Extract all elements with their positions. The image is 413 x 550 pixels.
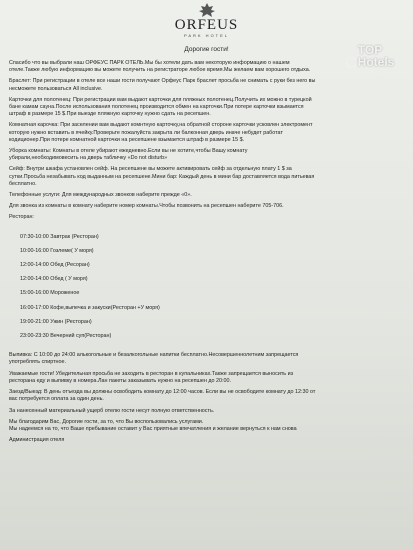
checkout-paragraph: Заезд/Выезд: В день отъезда вы должны освободить комнату до 12:00 часов. Если вы не освободите комнату до 12:30 от вас потребуется оплата за один день. [9,389,316,403]
signature: Администрация отеля [9,437,65,444]
drinks-paragraph: Выпивка: С 10:00 до 24:00 алькогольные и безалкогольные напитки бесплатно.Несовершеннолетним запрещается употреблять спиртное. [9,352,299,366]
restaurant-schedule [9,234,404,341]
safe-paragraph: Сейф: Внутри шкафа установлен сейф. На ресепшене вы можете активировать сейф за отдельную плату 1 $ за сутки.Просьба незабывать код выданным на ресепшене.Мини бар: Каждый день в мини бар доставляется вода питьевая бесплатно. [9,166,315,187]
schedule-item: 12:00-14:00 Обед (Ресоран) [20,262,90,269]
intro-paragraph: Спасибо что вы выбрали наш ОРФЕУС ПАРК ОТЕЛЬ.Мы бы хотели дать вам некоторую информацию о нашем отеле.Также любую информацию вы можете получить на регистраторе любое время.Мы желаем вам хорошего отдыха. [9,60,311,74]
damage-paragraph: За нанесенный материальный ущерб отелю гости несут полную ответственность. [9,407,215,414]
schedule-item: 10:00-16:00 Гозлеме( У моря) [20,247,94,254]
document-body [9,60,404,448]
room-cleaning-paragraph: Уборка комнаты: Комнаты в отеле убирают ежедневно.Если вы не хотите,чтобы Вашу комнату убирали,необходимовесить на дверь табличку «Do not disturb» [9,148,248,162]
schedule-item: 19:00-21:00 Ужин (Ресторан) [20,318,92,325]
schedule-item: 12:00-14:00 Обед ( У моря) [20,276,88,283]
towel-card-paragraph: Карточки для полотенец: При регистрации вам выдают карточки для пляжных полотенец.Получить их можно в турецкой бане камам сауна.После использования полотенец производится обмен на карточки.При потере карточки взымается штраф в размере 15 $.При выезде пляжную карточку нужно сдать на ресепшен. [9,96,312,118]
restaurant-heading: Ресторан: [9,214,34,221]
watermark-bottom: Hotels [357,55,395,69]
phone-paragraph: Телефонные услуги: Для международных звонков наберите прежде «0». [9,192,192,199]
hotel-emblem-icon [190,2,224,18]
bracelet-paragraph: Браслет: При регистрации в отеле все наши гости получают Орфеус Парк браслет просьба не снимать с руки без него вы несможете пользоваться All inclusive. [9,78,316,92]
hotel-header [0,2,413,38]
watermark-top: TOP [357,43,383,57]
schedule-item: 15:00-16:00 Мороженое [20,290,80,297]
thanks-paragraph: Мы благодарим Вас, Дорогие гости, за то, что Вы воспользовались услугами. Мы надеемся на то, что Ваше пребывание оставит у Вас приятные впечатления и желание вернуться к нам снова [9,418,297,432]
room-card-paragraph: Комнатная карочка: При заселении вам выдают комнтную карточку,на обратной стороне карточки усковлен электромент которую нужно вставить в ячейку.Проверьте пожалуйста закрыта ли балконная дверь иначе небудет работат кодиционер.При потере комнатной карточки на ресепшене взымается штраф в размере 15 $. [9,122,313,143]
schedule-item: 16:00-17:00 Кофе,выпечка и закуски(Ресторан +У моря) [20,304,160,311]
hotel-logo-subtitle: PARK HOTEL [183,33,230,38]
greeting-heading: Дорогие гости! [184,46,229,53]
restaurant-rules-paragraph: Уважаемые гости! Убедительная просьба не заходить в ресторан в купальниках.Также запрещается выносить из ресторана еду и выпивку в номера.Лан пакеты заказывать нужно на ресепшен до 20:00. [9,370,294,384]
hotel-logo: ORFEUS [174,17,239,33]
schedule-item: 23:00-23:30 Вечерний суп(Ресторан) [20,333,112,340]
schedule-item: 07:30-10:00 Завтрак (Ресторан) [20,233,99,240]
room-call-paragraph: Для звонка из комнаты в комнату наберите номер комнаты.Чтобы позвонить на ресепшен наберите 705-706. [9,203,284,210]
